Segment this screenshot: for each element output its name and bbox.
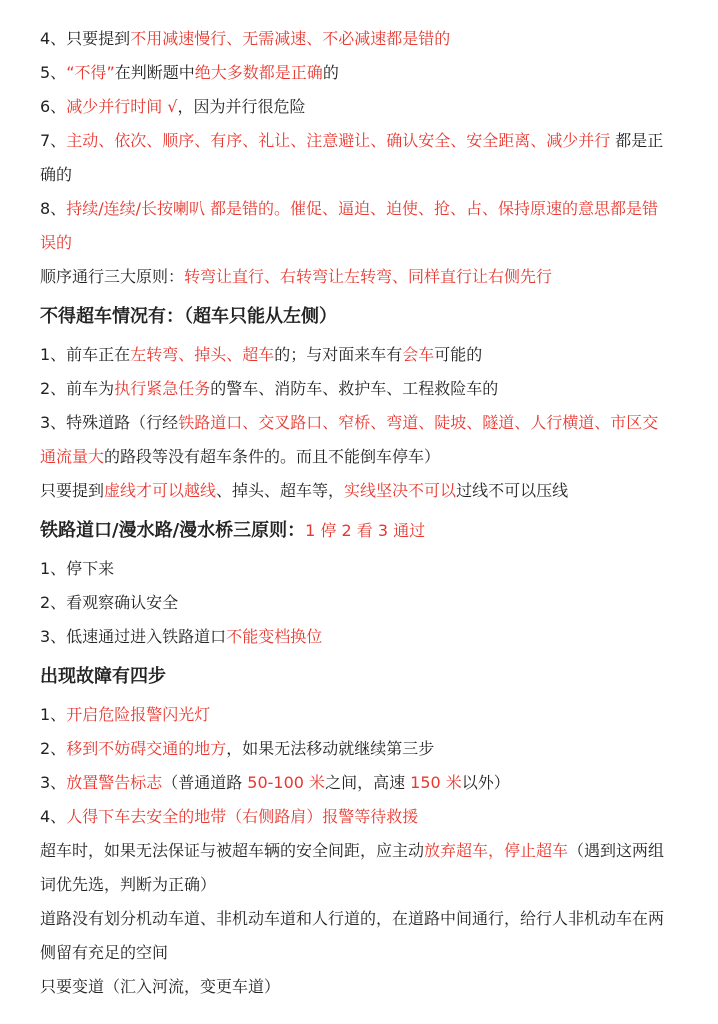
plain-text: 不得超车情况有：（超车只能从左侧） xyxy=(40,306,337,327)
text-line xyxy=(40,698,678,732)
plain-text: 4、只要提到 xyxy=(40,29,131,48)
highlight-text: 不能变档换位 xyxy=(226,627,323,646)
text-line xyxy=(40,586,678,620)
plain-text: 出现故障有四步 xyxy=(40,666,166,687)
highlight-text: 1 停 2 看 3 通过 xyxy=(305,521,426,540)
plain-text: 在判断题中 xyxy=(114,63,195,82)
text-line xyxy=(40,56,678,90)
plain-text: 3、低速通过进入铁路道口 xyxy=(40,627,227,646)
plain-text: 铁路道口/漫水路/漫水桥三原则： xyxy=(40,520,306,541)
plain-text: 的；与对面来车有 xyxy=(274,345,403,364)
document-page xyxy=(40,22,678,1004)
text-line xyxy=(40,552,678,586)
plain-text: 之间，高速 xyxy=(325,773,411,792)
text-line xyxy=(40,260,678,294)
plain-text: ，如果无法移动就继续第三步 xyxy=(226,739,435,758)
plain-text: 7、 xyxy=(40,131,67,150)
plain-text: 1、前车正在 xyxy=(40,345,131,364)
plain-text: 以外） xyxy=(461,773,510,792)
plain-text: 1、停下来 xyxy=(40,559,115,578)
highlight-text: 虚线才可以越线 xyxy=(104,481,217,500)
text-line xyxy=(40,902,665,970)
plain-text: 8、 xyxy=(40,199,67,218)
plain-text: 道路没有划分机动车道、非机动车道和人行道的，在道路中间通行，给行人非机动车在两侧留有充足的空间 xyxy=(40,909,665,962)
plain-text: 的警车、消防车、救护车、工程救险车的 xyxy=(210,379,499,398)
highlight-text: 会车 xyxy=(402,345,435,364)
text-line xyxy=(40,732,678,766)
highlight-text: 左转弯、掉头、超车 xyxy=(130,345,275,364)
highlight-text: 放置警告标志 xyxy=(66,773,163,792)
plain-text: 1、 xyxy=(40,705,67,724)
highlight-text: 不用减速慢行、无需减速、不必减速都是错的 xyxy=(130,29,451,48)
highlight-text: 50-100 米 xyxy=(247,773,326,792)
plain-text: 只要变道（汇入河流，变更车道） xyxy=(40,977,281,996)
plain-text: 过线不可以压线 xyxy=(456,481,569,500)
plain-text: 2、 xyxy=(40,739,67,758)
plain-text: 都是正确的 xyxy=(40,131,664,184)
highlight-text: “不得” xyxy=(66,63,115,82)
highlight-text: 实线坚决不可以 xyxy=(344,481,457,500)
text-line xyxy=(40,338,678,372)
plain-text: 2、看观察确认安全 xyxy=(40,593,179,612)
section-heading xyxy=(40,656,678,698)
section-heading xyxy=(40,510,678,552)
text-line xyxy=(40,124,665,192)
plain-text: ，因为并行很危险 xyxy=(177,97,306,116)
plain-text: 、掉头、超车等， xyxy=(216,481,345,500)
text-line xyxy=(40,766,678,800)
highlight-text: 150 米 xyxy=(410,773,462,792)
text-line xyxy=(40,406,665,474)
text-line xyxy=(40,620,678,654)
plain-text: 只要提到 xyxy=(40,481,105,500)
plain-text: 3、特殊道路（行经 xyxy=(40,413,179,432)
text-line xyxy=(40,90,678,124)
text-line xyxy=(40,834,665,902)
plain-text: 5、 xyxy=(40,63,67,82)
highlight-text: 持续/连续/长按喇叭 都是错的。催促、逼迫、迫使、抢、占、保持原速的意思都是错误的 xyxy=(40,199,659,252)
highlight-text: 绝大多数都是正确 xyxy=(194,63,323,82)
text-line xyxy=(40,970,678,1004)
plain-text: 的 xyxy=(322,63,339,82)
highlight-text: 主动、依次、顺序、有序、礼让、注意避让、确认安全、安全距离、减少并行 xyxy=(66,131,611,150)
plain-text: 超车时，如果无法保证与被超车辆的安全间距，应主动 xyxy=(40,841,425,860)
highlight-text: 人得下车去安全的地带（右侧路肩）报警等待救援 xyxy=(66,807,419,826)
text-line xyxy=(40,372,678,406)
plain-text: （普通道路 xyxy=(162,773,248,792)
plain-text: 6、 xyxy=(40,97,67,116)
highlight-text: 转弯让直行、右转弯让左转弯、同样直行让右侧先行 xyxy=(184,267,553,286)
plain-text: （遇到这两组词优先选，判断为正确） xyxy=(40,841,665,894)
text-line xyxy=(40,800,678,834)
highlight-text: 执行紧急任务 xyxy=(114,379,211,398)
highlight-text: 开启危险报警闪光灯 xyxy=(66,705,211,724)
section-heading xyxy=(40,296,678,338)
highlight-text: 减少并行时间 √ xyxy=(66,97,178,116)
highlight-text: 移到不妨碍交通的地方 xyxy=(66,739,227,758)
plain-text: 顺序通行三大原则： xyxy=(40,267,185,286)
text-line xyxy=(40,192,665,260)
plain-text: 3、 xyxy=(40,773,67,792)
plain-text: 的路段等没有超车条件的。而且不能倒车停车） xyxy=(104,447,441,466)
highlight-text: 放弃超车，停止超车 xyxy=(424,841,569,860)
plain-text: 2、前车为 xyxy=(40,379,115,398)
text-line xyxy=(40,22,678,56)
text-line xyxy=(40,474,678,508)
highlight-text: 铁路道口、交叉路口、窄桥、弯道、陡坡、隧道、人行横道、市区交通流量大 xyxy=(40,413,659,466)
plain-text: 4、 xyxy=(40,807,67,826)
plain-text: 可能的 xyxy=(434,345,483,364)
